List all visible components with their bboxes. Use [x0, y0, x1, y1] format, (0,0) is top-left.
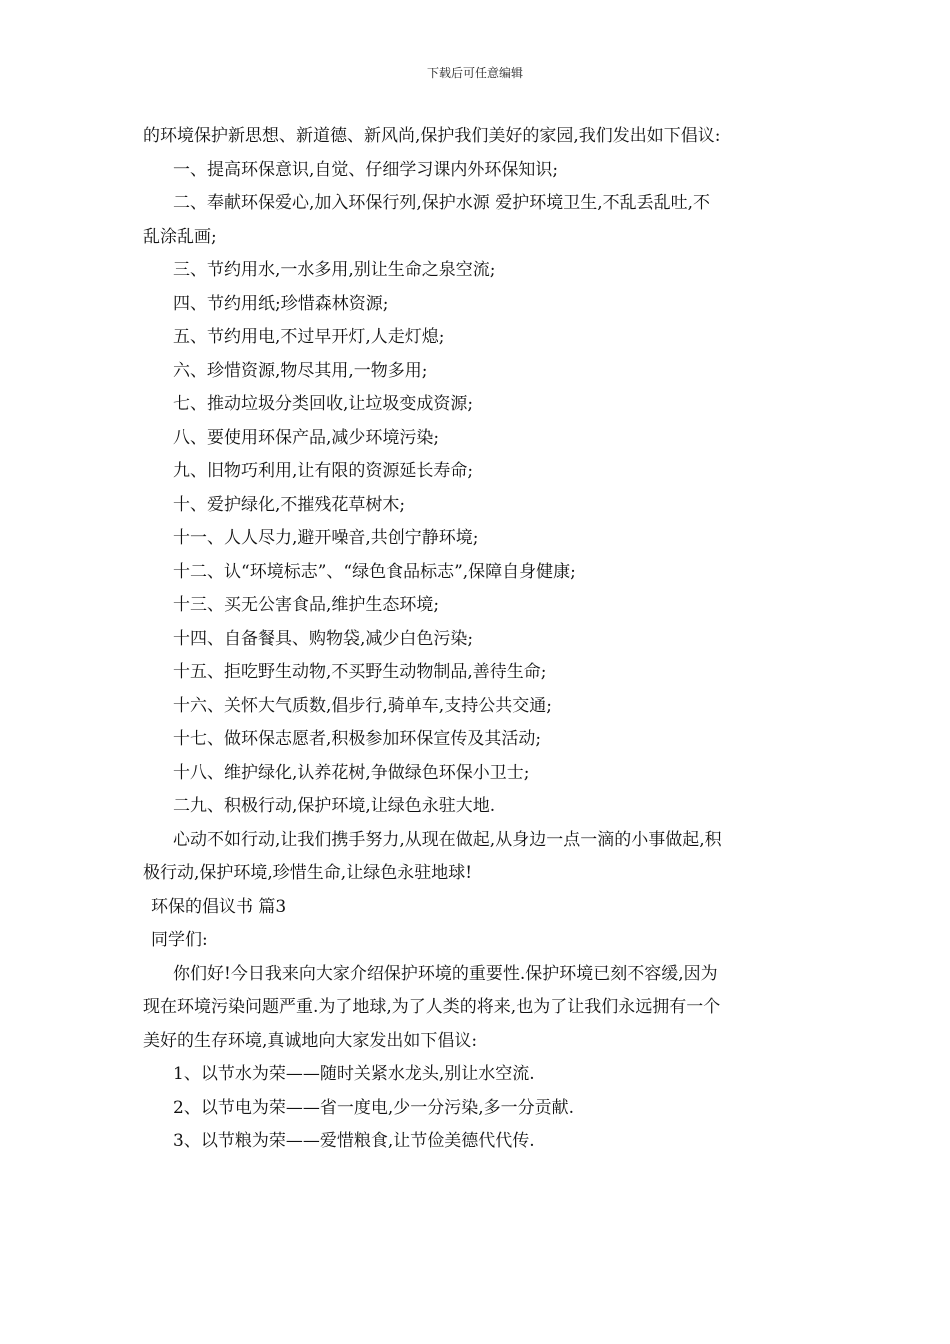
proposal-item: 二、奉献环保爱心,加入环保行列,保护水源 爱护环境卫生,不乱丢乱吐,不 [173, 193, 711, 213]
body-paragraph-continuation: 现在环境污染问题严重.为了地球,为了人类的将来,也为了让我们永远拥有一个 [143, 997, 721, 1017]
proposal-item: 十一、人人尽力,避开噪音,共创宁静环境; [173, 528, 479, 548]
pledge-item: 1、以节水为荣——随时关紧水龙头,别让水空流. [173, 1064, 535, 1084]
salutation: 同学们: [151, 930, 208, 950]
intro-continuation: 的环境保护新思想、新道德、新风尚,保护我们美好的家园,我们发出如下倡议: [143, 126, 721, 146]
proposal-item: 三、节约用水,一水多用,别让生命之泉空流; [173, 260, 496, 280]
closing-paragraph: 心动不如行动,让我们携手努力,从现在做起,从身边一点一滴的小事做起,积 [173, 829, 722, 850]
proposal-item: 五、节约用电,不过早开灯,人走灯熄; [173, 327, 445, 347]
proposal-item: 十四、自备餐具、购物袋,减少白色污染; [173, 628, 474, 649]
body-paragraph: 你们好!今日我来向大家介绍保护环境的重要性.保护环境已刻不容缓,因为 [173, 963, 718, 984]
body-paragraph-continuation: 美好的生存环境,真诚地向大家发出如下倡议: [143, 1030, 478, 1051]
proposal-item: 八、要使用环保产品,减少环境污染; [173, 427, 440, 448]
proposal-item: 十八、维护绿化,认养花树,争做绿色环保小卫士; [173, 762, 530, 783]
proposal-item: 二九、积极行动,保护环境,让绿色永驻大地. [173, 796, 496, 816]
proposal-item: 十五、拒吃野生动物,不买野生动物制品,善待生命; [173, 662, 547, 682]
document-body [143, 120, 815, 1159]
proposal-item: 十六、关怀大气质数,倡步行,骑单车,支持公共交通; [173, 695, 552, 716]
proposal-item: 十三、买无公害食品,维护生态环境; [173, 595, 440, 615]
proposal-item: 六、珍惜资源,物尽其用,一物多用; [173, 360, 428, 381]
pledge-item: 2、以节电为荣——省一度电,少一分污染,多一分贡献. [173, 1097, 575, 1118]
closing-paragraph-continuation: 极行动,保护环境,珍惜生命,让绿色永驻地球! [143, 863, 473, 883]
proposal-item: 四、节约用纸;珍惜森林资源; [173, 293, 389, 314]
proposal-item: 十二、认“环境标志”、“绿色食品标志”,保障自身健康; [173, 561, 576, 582]
proposal-item: 十、爱护绿化,不摧残花草树木; [173, 494, 406, 515]
proposal-item: 九、旧物巧利用,让有限的资源延长寿命; [173, 461, 474, 481]
pledge-item: 3、以节粮为荣——爱惜粮食,让节俭美德代代传. [173, 1131, 535, 1151]
proposal-item: 一、提高环保意识,自觉、仔细学习课内外环保知识; [173, 159, 559, 180]
proposal-item: 十七、做环保志愿者,积极参加环保宣传及其活动; [173, 729, 542, 749]
proposal-item: 七、推动垃圾分类回收,让垃圾变成资源; [173, 394, 474, 414]
page-header: 下载后可任意编辑 [426, 66, 523, 80]
proposal-item-continuation: 乱涂乱画; [143, 226, 217, 247]
section-title: 环保的倡议书 篇3 [151, 896, 287, 917]
